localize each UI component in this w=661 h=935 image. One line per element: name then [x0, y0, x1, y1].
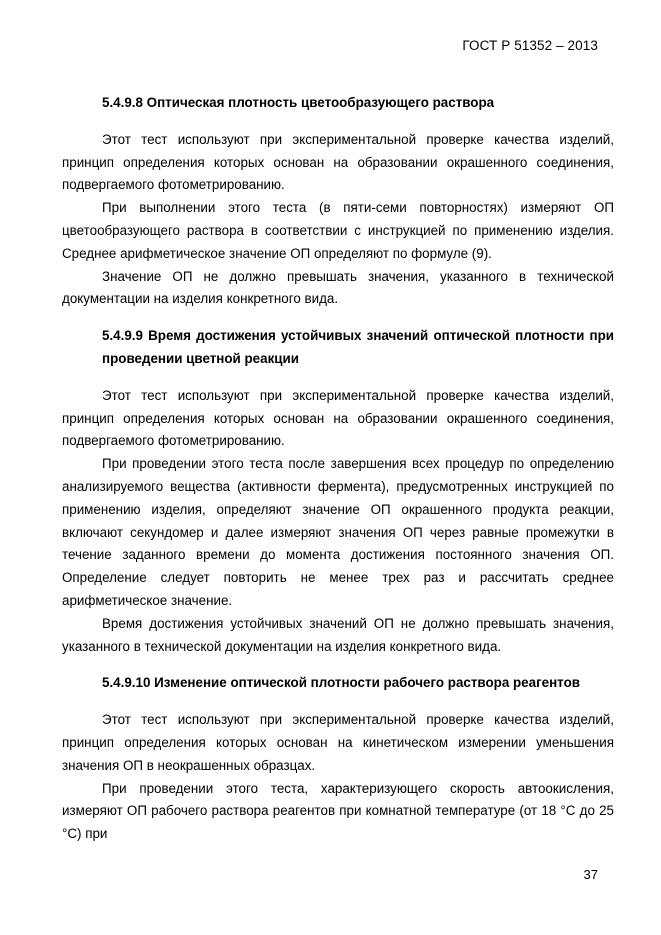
paragraph: При проведении этого теста, характеризующего скорость автоокисления, измеряют ОП рабочего раствора реагентов при комнатной температуре (от 18 °С до 25 °С) при: [62, 780, 614, 842]
paragraph: Значение ОП не должно превышать значения, указанного в технической документации на изделия конкретного вида.: [62, 268, 614, 307]
section-5-4-9-8: [62, 92, 614, 311]
paragraph: При проведении этого теста после завершения всех процедур по определению анализируемого вещества (активности фермента), предусмотренных инструкцией по применению изделия, определяют значение ОП окрашенного продукта реакции, включают секундомер и далее измеряют значения ОП через равные промежутки в течение заданного времени до момента достижения постоянного значения ОП. Определение следует повторить не менее трех раз и рассчитать среднее арифметическое значение.: [62, 456, 614, 608]
paragraph: Этот тест используют при экспериментальной проверке качества изделий, принцип определения которых основан на образовании окрашенного соединения, подвергаемого фотометрированию.: [62, 387, 614, 449]
page-number: 37: [583, 867, 598, 882]
document-body: [62, 92, 614, 846]
section-title: 5.4.9.9 Время достижения устойчивых значений оптической плотности при проведении цветной реакции: [102, 328, 614, 366]
paragraph: Время достижения устойчивых значений ОП не должно превышать значения, указанного в технической документации на изделия конкретного вида.: [62, 615, 614, 654]
section-title: 5.4.9.10 Изменение оптической плотности рабочего раствора реагентов: [102, 675, 580, 691]
document-header: ГОСТ Р 51352 – 2013: [462, 38, 598, 53]
section-title: 5.4.9.8 Оптическая плотность цветообразующего раствора: [102, 95, 495, 110]
section-5-4-9-10: [62, 672, 614, 846]
section-5-4-9-9: [62, 325, 614, 658]
paragraph: Этот тест используют при экспериментальной проверке качества изделий, принцип определения которых основан на кинетическом измерении уменьшения значения ОП в неокрашенных образцах.: [62, 712, 614, 773]
paragraph: При выполнении этого теста (в пяти-семи повторностях) измеряют ОП цветообразующего раствора в соответствии с инструкцией по применению изделия. Среднее арифметическое значение ОП определяют по формуле (9).: [62, 200, 614, 261]
paragraph: Этот тест используют при экспериментальной проверке качества изделий, принцип определения которых основан на образовании окрашенного соединения, подвергаемого фотометрированию.: [62, 131, 614, 193]
